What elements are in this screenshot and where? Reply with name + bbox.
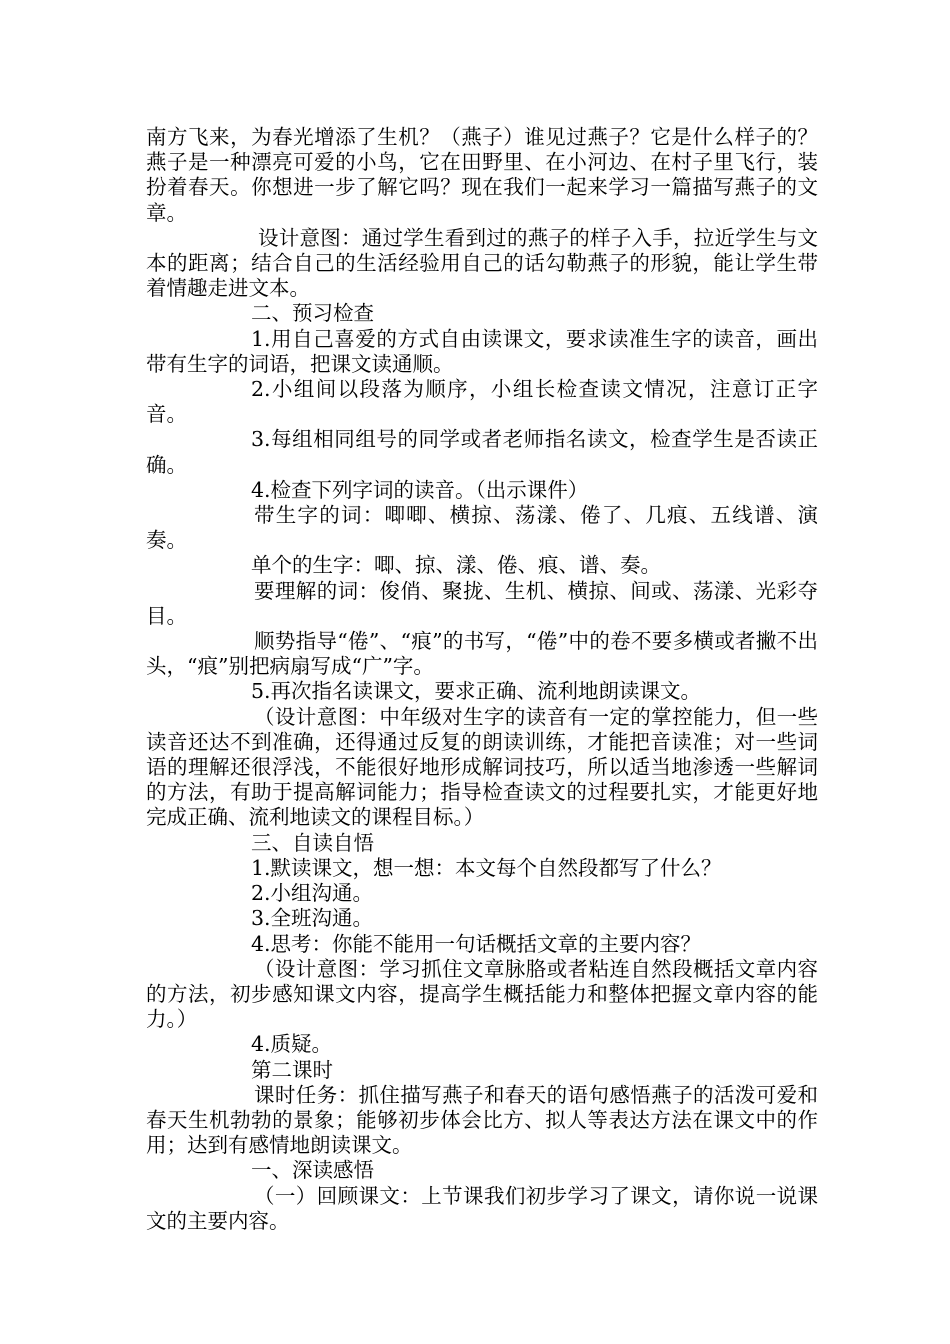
paragraph: 2.小组沟通。 xyxy=(251,881,374,906)
paragraph: 3.全班沟通。 xyxy=(251,906,374,931)
paragraph: 课时任务：抓住描写燕子和春天的语句感悟燕子的活泼可爱和春天生机勃勃的景象；能够初步体会比方、拟人等表达方法在课文中的作用；达到有感情地朗读课文。 xyxy=(146,1082,818,1158)
section-heading: 三、自读自悟 xyxy=(251,830,374,855)
paragraph: 1.默读课文，想一想：本文每个自然段都写了什么？ xyxy=(251,855,722,880)
paragraph: 3.每组相同组号的同学或者老师指名读文，检查学生是否读正确。 xyxy=(146,427,818,477)
paragraph: 2.小组间以段落为顺序，小组长检查读文情况，注意订正字音。 xyxy=(146,377,818,427)
paragraph: 1.用自己喜爱的方式自由读课文，要求读准生字的读音，画出带有生字的词语，把课文读通顺。 xyxy=(146,326,818,376)
paragraph: （设计意图：学习抓住文章脉胳或者粘连自然段概括文章内容的方法，初步感知课文内容，提高学生概括能力和整体把握文章内容的能力。） xyxy=(146,956,818,1032)
paragraph: 单个的生字：唧、掠、漾、倦、痕、谱、奏。 xyxy=(251,553,661,578)
paragraph: 带生字的词：唧唧、横掠、荡漾、倦了、几痕、五线谱、演奏。 xyxy=(146,503,818,553)
paragraph: 4.检查下列字词的读音。（出示课件） xyxy=(251,477,589,502)
document-body xyxy=(146,125,818,1234)
paragraph: 要理解的词：俊俏、聚拢、生机、横掠、间或、荡漾、光彩夺目。 xyxy=(146,578,818,628)
paragraph: 设计意图：通过学生看到过的燕子的样子入手，拉近学生与文本的距离；结合自己的生活经验用自己的话勾勒燕子的形貌，能让学生带着情趣走进文本。 xyxy=(146,225,818,301)
paragraph: （设计意图：中年级对生字的读音有一定的掌控能力，但一些读音还达不到准确，还得通过反复的朗读训练，才能把音读准；对一些词语的理解还很浮浅，不能很好地形成解词技巧，所以适当地渗透一些解词的方法，有助于提高解词能力；指导检查读文的过程要扎实，才能更好地完成正确、流利地读文的课程目标。） xyxy=(146,704,818,830)
paragraph: 顺势指导“倦”、“痕”的书写，“倦”中的卷不要多横或者撇不出头，“痕”别把病扇写成“广”字。 xyxy=(146,629,818,679)
section-heading: 一、深读感悟 xyxy=(251,1158,374,1183)
section-heading: 二、预习检查 xyxy=(251,301,374,326)
paragraph: （一）回顾课文：上节课我们初步学习了课文，请你说一说课文的主要内容。 xyxy=(146,1183,818,1233)
paragraph: 4.思考：你能不能用一句话概括文章的主要内容？ xyxy=(251,931,702,956)
paragraph: 4.质疑。 xyxy=(251,1032,333,1057)
paragraph: 5.再次指名读课文，要求正确、流利地朗读课文。 xyxy=(251,679,702,704)
paragraph: 南方飞来，为春光增添了生机？（燕子）谁见过燕子？它是什么样子的？燕子是一种漂亮可爱的小鸟，它在田野里、在小河边、在村子里飞行，装扮着春天。你想进一步了解它吗？现在我们一起来学习一篇描写燕子的文章。 xyxy=(146,125,818,225)
section-heading: 第二课时 xyxy=(251,1057,333,1082)
